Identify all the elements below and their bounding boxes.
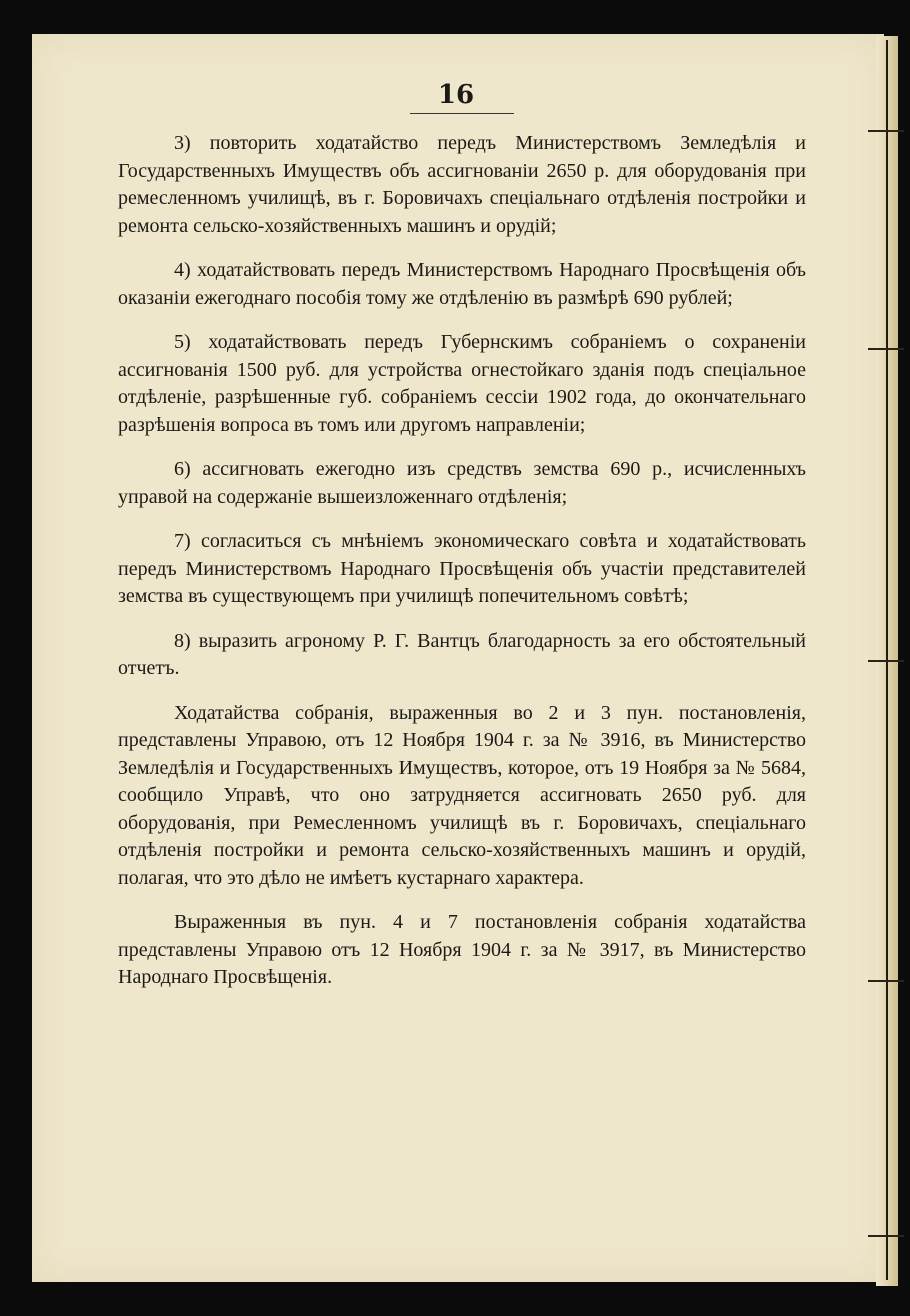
- paragraph-petitions-4-7: Выраженныя въ пун. 4 и 7 постановленія собранія ходатайства представлены Управою отъ 12 Ноября 1904 г. за № 3917, въ Министерство Народнаго Просвѣщенія.: [118, 911, 806, 988]
- paragraph-petitions-2-3: Ходатайства собранія, выраженныя во 2 и 3 пун. постановленія, представлены Управою, отъ 12 Ноября 1904 г. за № 3916, въ Министерство Земледѣлія и Государственныхъ Имуществъ, которое, отъ 19 Ноября за № 5684, сообщило Управѣ, что оно затрудняется ассигновать 2650 руб. для оборудованія, при Ремесленномъ училищѣ въ г. Боровичахъ, спеціальнаго отдѣленія постройки и ремонта сельско-хозяйственныхъ машинъ и орудій, полагая, что это дѣло не имѣетъ кустарнаго характера.: [118, 701, 806, 889]
- paragraph-item-8: 8) выразить агроному Р. Г. Вантцъ благодарность за его обстоятельный отчетъ.: [118, 629, 806, 679]
- binding-tick: [868, 348, 904, 350]
- page-number: 16: [437, 80, 475, 110]
- paragraph-item-6: 6) ассигновать ежегодно изъ средствъ земства 690 р., исчисленныхъ управой на содержаніе вышеизложеннаго отдѣленія;: [118, 458, 806, 508]
- paragraph-item-5: 5) ходатайствовать передъ Губернскимъ собраніемъ о сохраненіи ассигнованія 1500 руб. для устройства огнестойкаго зданія подъ спеціальное отдѣленіе, разрѣшенные губ. собраніемъ сессіи 1902 года, до окончательнаго разрѣшенія вопроса въ томъ или другомъ направленіи;: [118, 331, 806, 436]
- body-text: [118, 130, 806, 992]
- binding-tick: [868, 1235, 904, 1237]
- paragraph-item-3: 3) повторить ходатайство передъ Министерствомъ Земледѣлія и Государственныхъ Имуществъ объ ассигнованіи 2650 р. для оборудованія при ремесленномъ училищѣ, въ г. Боровичахъ спеціальнаго отдѣленія постройки и ремонта сельско-хозяйственныхъ машинъ и орудій;: [118, 132, 806, 237]
- binding-tick: [868, 130, 904, 132]
- paragraph-item-4: 4) ходатайствовать передъ Министерствомъ Народнаго Просвѣщенія объ оказаніи ежегоднаго пособія тому же отдѣленію въ размѣрѣ 690 рублей;: [118, 259, 806, 309]
- page-number-rule: [410, 113, 514, 114]
- binding-tick: [868, 980, 904, 982]
- paragraph-item-7: 7) согласиться съ мнѣніемъ экономическаго совѣта и ходатайствовать передъ Министерствомъ Народнаго Просвѣщенія объ участіи представителей земства въ существующемъ при училищѣ попечительномъ совѣтѣ;: [118, 530, 806, 607]
- binding-tick: [868, 660, 904, 662]
